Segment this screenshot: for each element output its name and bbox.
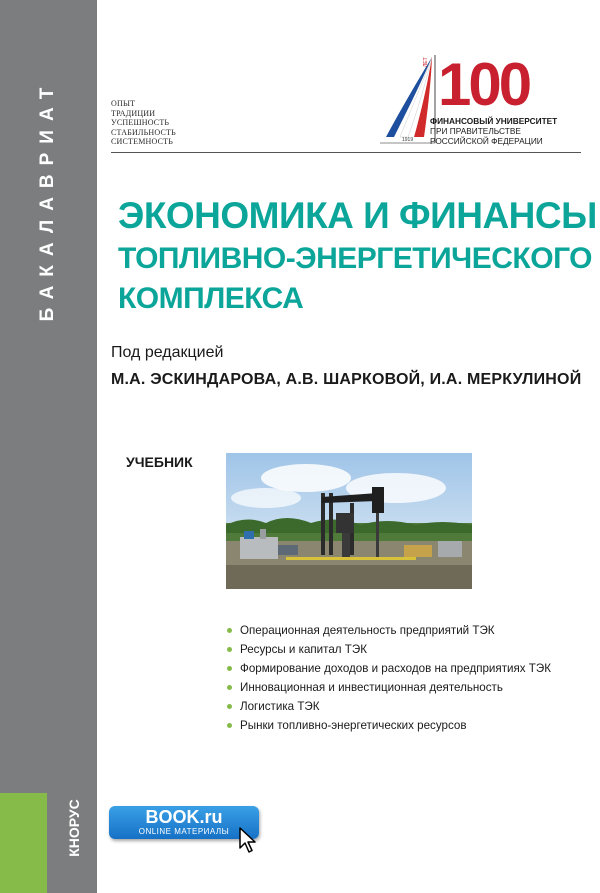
bullet-dot-icon bbox=[227, 666, 232, 671]
bullet-dot-icon bbox=[227, 723, 232, 728]
list-item bbox=[226, 716, 551, 735]
university-name-line: ФИНАНСОВЫЙ УНИВЕРСИТЕТ bbox=[430, 116, 558, 126]
bullet-dot-icon bbox=[227, 685, 232, 690]
university-name-line: ПРИ ПРАВИТЕЛЬСТВЕ bbox=[430, 126, 521, 136]
header-divider bbox=[111, 152, 581, 153]
cover-photo bbox=[226, 453, 472, 589]
university-name-line: РОССИЙСКОЙ ФЕДЕРАЦИИ bbox=[430, 136, 543, 146]
list-item bbox=[226, 640, 551, 659]
list-item bbox=[226, 621, 551, 640]
spine-green-block bbox=[0, 793, 47, 893]
motto-line: СТАБИЛЬНОСТЬ bbox=[111, 127, 176, 137]
list-item-text: Рынки топливно-энергетических ресурсов bbox=[240, 719, 467, 732]
series-label: БАКАЛАВРИАТ bbox=[37, 78, 58, 322]
list-item bbox=[226, 678, 551, 697]
publisher-label: КНОРУС bbox=[66, 799, 82, 857]
motto-block bbox=[111, 99, 176, 147]
editors-names: М.А. ЭСКИНДАРОВА, А.В. ШАРКОВОЙ, И.А. МЕРКУЛИНОЙ bbox=[111, 371, 582, 388]
book-type: УЧЕБНИК bbox=[126, 454, 193, 470]
list-item bbox=[226, 697, 551, 716]
book-title-line: ТОПЛИВНО-ЭНЕРГЕТИЧЕСКОГО bbox=[118, 242, 593, 275]
list-item-text: Формирование доходов и расходов на предприятиях ТЭК bbox=[240, 662, 551, 675]
list-item-text: Ресурсы и капитал ТЭК bbox=[240, 643, 367, 656]
book-ru-sublabel: ONLINE МАТЕРИАЛЫ bbox=[138, 827, 230, 836]
book-title bbox=[118, 193, 597, 319]
mouse-cursor-icon bbox=[238, 826, 260, 854]
motto-line: УСПЕШНОСТЬ bbox=[111, 118, 170, 127]
motto-line: ОПЫТ bbox=[111, 99, 136, 108]
logo-number: 100 bbox=[438, 51, 530, 118]
logo-year: 1919 bbox=[402, 137, 414, 143]
university-name bbox=[430, 116, 557, 146]
motto-line: ТРАДИЦИИ bbox=[111, 108, 156, 118]
list-item-text: Инновационная и инвестиционная деятельность bbox=[240, 681, 503, 694]
book-ru-label: BOOK.ru bbox=[145, 807, 223, 827]
book-title-line: КОМПЛЕКСА bbox=[118, 282, 304, 315]
bullet-dot-icon bbox=[227, 704, 232, 709]
bullet-dot-icon bbox=[227, 628, 232, 633]
motto-line: СИСТЕМНОСТЬ bbox=[111, 137, 174, 146]
list-item bbox=[226, 659, 551, 678]
logo-small-label: ЛЕТ bbox=[423, 57, 429, 67]
list-item-text: Операционная деятельность предприятий ТЭК bbox=[240, 624, 495, 637]
bullet-dot-icon bbox=[227, 647, 232, 652]
book-ru-button[interactable] bbox=[109, 806, 259, 839]
book-title-line: ЭКОНОМИКА И ФИНАНСЫ bbox=[118, 195, 597, 236]
topics-list bbox=[226, 621, 551, 735]
editors-label: Под редакцией bbox=[111, 344, 224, 361]
list-item-text: Логистика ТЭК bbox=[240, 700, 320, 713]
